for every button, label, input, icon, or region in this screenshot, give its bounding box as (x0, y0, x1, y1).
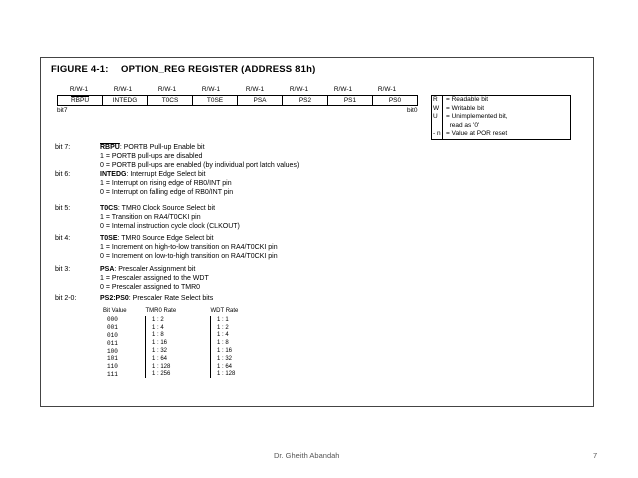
legend-value: = Writable bit (446, 104, 484, 112)
rw-label: R/W-1 (245, 86, 265, 93)
legend-row (432, 122, 570, 131)
bit-title: : Interrupt Edge Select bit (126, 171, 206, 178)
prescaler-header: WDT Rate (210, 308, 239, 314)
bit-cell-psa: PSA (238, 96, 283, 106)
bit-value-line: 0 = Prescaler assigned to TMR0 (100, 283, 201, 291)
legend-key: - n (432, 130, 443, 139)
legend-row (432, 130, 570, 139)
prescaler-cell: 100 (107, 347, 118, 355)
bit-cell-intedg: INTEDG (103, 96, 148, 106)
legend-row (432, 96, 570, 105)
bit-value-line: 1 = PORTB pull-ups are disabled (100, 152, 203, 160)
prescaler-header: TMR0 Rate (145, 308, 177, 314)
bit-name: RBPU (100, 144, 120, 151)
prescaler-row (103, 347, 248, 355)
prescaler-row (103, 316, 248, 324)
bit-name: T0CS (100, 205, 118, 212)
legend-value: read as '0' (446, 121, 480, 129)
prescaler-header: Bit Value (103, 308, 127, 314)
prescaler-cell: 1 : 8 (211, 339, 249, 347)
rw-row (57, 86, 409, 93)
prescaler-cell: 1 : 2 (146, 316, 211, 324)
prescaler-row (103, 339, 248, 347)
figure-title (51, 64, 316, 75)
legend-key (432, 122, 443, 131)
prescaler-cell: 1 : 128 (211, 371, 249, 379)
rw-label: R/W-1 (289, 86, 309, 93)
bit-cell-ps0: PS0 (373, 96, 418, 106)
bit-cell-t0se: T0SE (193, 96, 238, 106)
bit-title: : Prescaler Rate Select bits (128, 295, 214, 302)
rw-label: R/W-1 (377, 86, 397, 93)
bit-value-line: 0 = PORTB pull-ups are enabled (by individual port latch values) (100, 161, 300, 169)
prescaler-cell: 1 : 4 (146, 324, 211, 332)
rw-label: R/W-1 (333, 86, 353, 93)
bit7-label: bit7 (57, 107, 68, 114)
legend-row (432, 113, 570, 122)
prescaler-cell: 010 (107, 331, 118, 339)
bit-number: bit 2-0: (55, 295, 77, 302)
page-number: 7 (593, 451, 598, 460)
prescaler-cell: 1 : 2 (211, 324, 249, 332)
bit-name: T0SE (100, 235, 118, 242)
bit-number: bit 3: (55, 266, 71, 273)
prescaler-cell: 1 : 8 (146, 332, 211, 340)
prescaler-cell: 1 : 16 (146, 339, 211, 347)
rw-label: R/W-1 (113, 86, 133, 93)
prescaler-cell: 1 : 16 (211, 347, 249, 355)
prescaler-cell: 1 : 4 (211, 332, 249, 340)
bit-name: INTEDG (100, 171, 127, 178)
legend-value: = Unimplemented bit, (446, 113, 508, 121)
bit-title: : Prescaler Assignment bit (114, 266, 196, 273)
bit-value-line: 1 = Prescaler assigned to the WDT (100, 274, 209, 282)
rw-label: R/W-1 (201, 86, 221, 93)
prescaler-cell: 000 (107, 316, 118, 324)
legend-key: U (432, 113, 443, 122)
prescaler-cell: 001 (107, 324, 118, 332)
prescaler-table (103, 308, 248, 378)
prescaler-row (103, 324, 248, 332)
prescaler-cell: 1 : 128 (146, 363, 211, 371)
footer-author: Dr. Gheith Abandah (274, 451, 340, 460)
bit-cell-ps1: PS1 (328, 96, 373, 106)
rw-label: R/W-1 (157, 86, 177, 93)
prescaler-cell: 1 : 32 (211, 355, 249, 363)
bit-value-line: 1 = Increment on high-to-low transition on RA4/T0CKI pin (100, 243, 278, 251)
prescaler-row (103, 332, 248, 340)
prescaler-row (103, 371, 248, 379)
bit-value-line: 1 = Interrupt on rising edge of RB0/INT pin (100, 179, 232, 187)
legend-row (432, 105, 570, 114)
bit-name: PSA (100, 266, 115, 273)
bit-cell-ps2: PS2 (283, 96, 328, 106)
bit-value-line: 0 = Interrupt on falling edge of RB0/INT pin (100, 188, 234, 196)
bit-title: : TMR0 Source Edge Select bit (117, 235, 214, 242)
figure-number: FIGURE 4-1: (51, 64, 109, 75)
bit-value-line: 0 = Internal instruction cycle clock (CLKOUT) (100, 222, 240, 230)
prescaler-cell: 1 : 32 (146, 347, 211, 355)
bit-cell-rbpu: RBPU (58, 96, 103, 106)
legend-key: R (432, 96, 443, 105)
rw-label: R/W-1 (69, 86, 89, 93)
prescaler-cell: 1 : 1 (211, 316, 249, 324)
prescaler-cell: 110 (107, 363, 118, 371)
prescaler-cell: 1 : 64 (146, 355, 211, 363)
bit-value-line: 0 = Increment on low-to-high transition on RA4/T0CKI pin (100, 252, 278, 260)
bit-number: bit 4: (55, 235, 71, 242)
legend (431, 95, 571, 140)
legend-value: = Readable bit (446, 96, 489, 103)
prescaler-cell: 1 : 64 (211, 363, 249, 371)
prescaler-row (103, 355, 248, 363)
figure-title-text: OPTION_REG REGISTER (ADDRESS 81h) (121, 64, 316, 75)
bit0-label: bit0 (407, 107, 418, 114)
legend-key: W (432, 105, 443, 114)
bit-table (57, 95, 418, 106)
bit-number: bit 7: (55, 144, 71, 151)
bit-cell-t0cs: T0CS (148, 96, 193, 106)
bit-number: bit 5: (55, 205, 71, 212)
bit-name: PS2:PS0 (100, 295, 129, 302)
prescaler-row (103, 363, 248, 371)
register-figure (40, 57, 594, 407)
prescaler-cell: 1 : 256 (146, 371, 211, 379)
prescaler-cell: 111 (107, 370, 118, 378)
bit-number: bit 6: (55, 171, 71, 178)
bit-title: : TMR0 Clock Source Select bit (117, 205, 216, 212)
prescaler-cell: 011 (107, 339, 118, 347)
prescaler-cell: 101 (107, 355, 118, 363)
bit-title: : PORTB Pull-up Enable bit (119, 144, 205, 151)
bit-value-line: 1 = Transition on RA4/T0CKI pin (100, 213, 201, 221)
legend-value: = Value at POR reset (446, 130, 508, 138)
